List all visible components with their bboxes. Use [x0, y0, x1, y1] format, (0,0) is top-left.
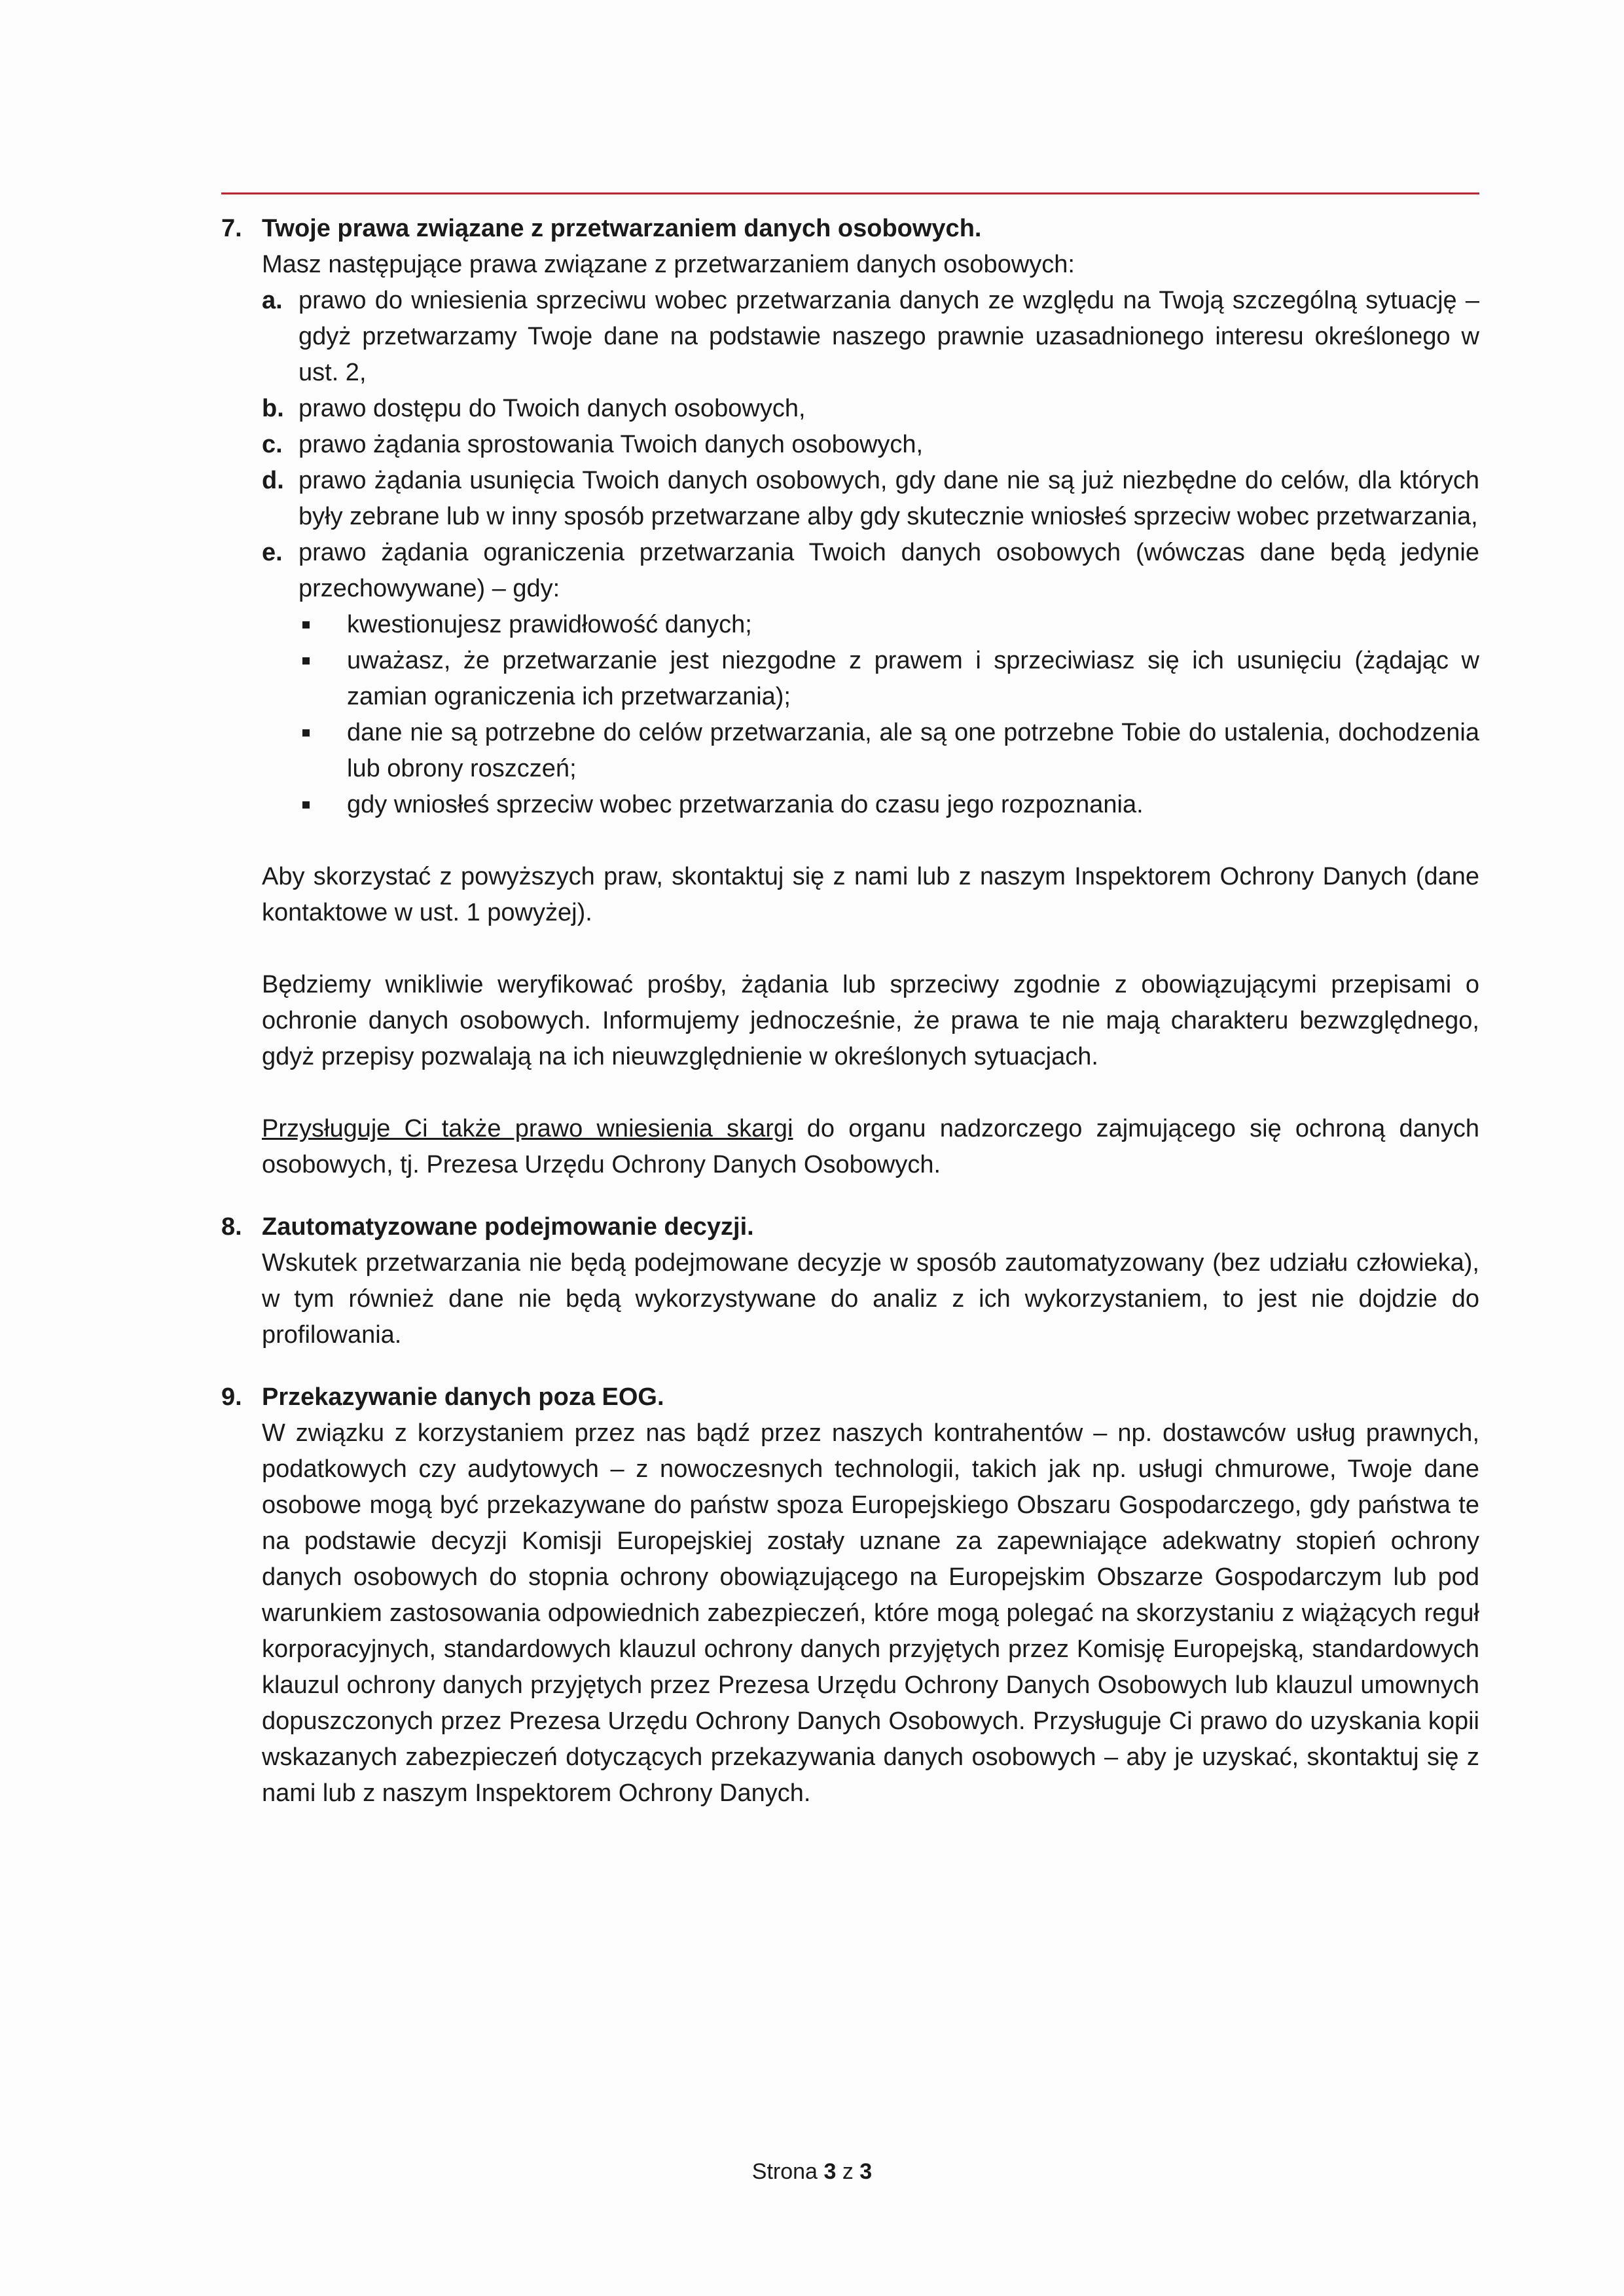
square-bullet-icon: [302, 801, 310, 809]
list-item: [262, 391, 1479, 427]
section-number: 9.: [221, 1383, 242, 1411]
list-letter: a.: [262, 287, 283, 314]
list-item: [262, 535, 1479, 823]
section-9: [221, 1379, 1479, 1812]
footer-prefix: Strona: [751, 2159, 818, 2184]
paragraph-complaint: [262, 1111, 1479, 1183]
bullet-text: uważasz, że przetwarzanie jest niezgodne z prawem i sprzeciwiasz się ich usunięciu (żądając w zamian ograniczenia ich przetwarzania);: [347, 647, 1479, 710]
page-footer: [0, 2159, 1624, 2185]
paragraph-contact: Aby skorzystać z powyższych praw, skontaktuj się z nami lub z naszym Inspektorem Ochrony Danych (dane kontaktowe w ust. 1 powyżej).: [262, 863, 1479, 926]
section-title: Zautomatyzowane podejmowanie decyzji.: [262, 1213, 754, 1241]
list-letter: c.: [262, 431, 283, 458]
footer-separator: z: [842, 2159, 854, 2184]
list-letter: b.: [262, 395, 284, 422]
section-number: 8.: [221, 1213, 242, 1241]
list-item-text: prawo żądania usunięcia Twoich danych osobowych, gdy dane nie są już niezbędne do celów, dla których były zebrane lub w inny sposób przetwarzane alby gdy skutecznie wniosłeś sprzeciw wobec przetwarzania,: [298, 467, 1479, 530]
header-rule: [221, 192, 1479, 194]
bullet-item: [298, 607, 1479, 643]
footer-current-page: 3: [823, 2159, 837, 2184]
list-letter: e.: [262, 539, 283, 566]
section-7: [221, 211, 1479, 1183]
document-body: [221, 211, 1479, 1812]
bullet-text: kwestionujesz prawidłowość danych;: [347, 611, 752, 638]
paragraph-verification: Będziemy wnikliwie weryfikować prośby, żądania lub sprzeciwy zgodnie z obowiązującymi przepisami o ochronie danych osobowych. Informujemy jednocześnie, że prawa te nie mają charakteru bezwzględnego, gdyż przepisy pozwalają na ich nieuwzględnienie w określonych sytuacjach.: [262, 971, 1479, 1070]
section-intro: Masz następujące prawa związane z przetwarzaniem danych osobowych:: [262, 251, 1075, 278]
bullet-list: [298, 607, 1479, 823]
section-number: 7.: [221, 215, 242, 242]
list-item: [262, 283, 1479, 391]
section-title: Twoje prawa związane z przetwarzaniem danych osobowych.: [262, 215, 982, 242]
square-bullet-icon: [302, 621, 310, 629]
complaint-rest: do organu nadzorczego zajmującego się ochroną danych osobowych, tj. Prezesa Urzędu Ochrony Danych Osobowych.: [262, 1115, 1479, 1178]
bullet-text: dane nie są potrzebne do celów przetwarzania, ale są one potrzebne Tobie do ustalenia, dochodzenia lub obrony roszczeń;: [347, 719, 1479, 782]
list-item: [262, 463, 1479, 535]
rights-list: [262, 283, 1479, 823]
section-8: [221, 1209, 1479, 1353]
bullet-item: [298, 787, 1479, 823]
list-item-text: prawo dostępu do Twoich danych osobowych,: [298, 395, 806, 422]
square-bullet-icon: [302, 657, 310, 665]
section-text: W związku z korzystaniem przez nas bądź przez naszych kontrahentów – np. dostawców usług prawnych, podatkowych czy audytowych – z nowoczesnych technologii, takich jak np. usługi chmurowe, Twoje dane osobowe mogą być przekazywane do państw spoza Europejskiego Obszaru Gospodarczego, gdy państwa te na podstawie decyzji Komisji Europejskiej zostały uznane za zapewniające adekwatny stopień ochrony danych osobowych do stopnia ochrony obowiązującego na Europejskim Obszarze Gospodarczym lub pod warunkiem zastosowania odpowiednich zabezpieczeń, które mogą polegać na skorzystaniu z wiążących reguł korporacyjnych, standardowych klauzul ochrony danych przyjętych przez Komisję Europejską, standardowych klauzul ochrony danych przyjętych przez Prezesa Urzędu Ochrony Danych Osobowych lub klauzul umownych dopuszczonych przez Prezesa Urzędu Ochrony Danych Osobowych. Przysługuje Ci prawo do uzyskania kopii wskazanych zabezpieczeń dotyczących przekazywania danych osobowych – aby je uzyskać, skontaktuj się z nami lub z naszym Inspektorem Ochrony Danych.: [262, 1419, 1479, 1807]
section-title: Przekazywanie danych poza EOG.: [262, 1383, 664, 1411]
section-text: Wskutek przetwarzania nie będą podejmowane decyzje w sposób zautomatyzowany (bez udziału człowieka), w tym również dane nie będą wykorzystywane do analiz z ich wykorzystaniem, to jest nie dojdzie do profilowania.: [262, 1249, 1479, 1349]
list-item-text: prawo żądania sprostowania Twoich danych osobowych,: [298, 431, 924, 458]
list-item-text: prawo żądania ograniczenia przetwarzania Twoich danych osobowych (wówczas dane będą jedynie przechowywane) – gdy:: [298, 539, 1479, 602]
list-letter: d.: [262, 467, 284, 494]
complaint-underlined: Przysługuje Ci także prawo wniesienia skargi: [262, 1115, 793, 1142]
bullet-item: [298, 643, 1479, 715]
list-item: [262, 427, 1479, 463]
bullet-item: [298, 715, 1479, 787]
footer-total-pages: 3: [859, 2159, 873, 2184]
list-item-text: prawo do wniesienia sprzeciwu wobec przetwarzania danych ze względu na Twoją szczególną sytuację – gdyż przetwarzamy Twoje dane na podstawie naszego prawnie uzasadnionego interesu określonego w ust. 2,: [298, 287, 1479, 386]
square-bullet-icon: [302, 729, 310, 737]
bullet-text: gdy wniosłeś sprzeciw wobec przetwarzania do czasu jego rozpoznania.: [347, 791, 1144, 818]
